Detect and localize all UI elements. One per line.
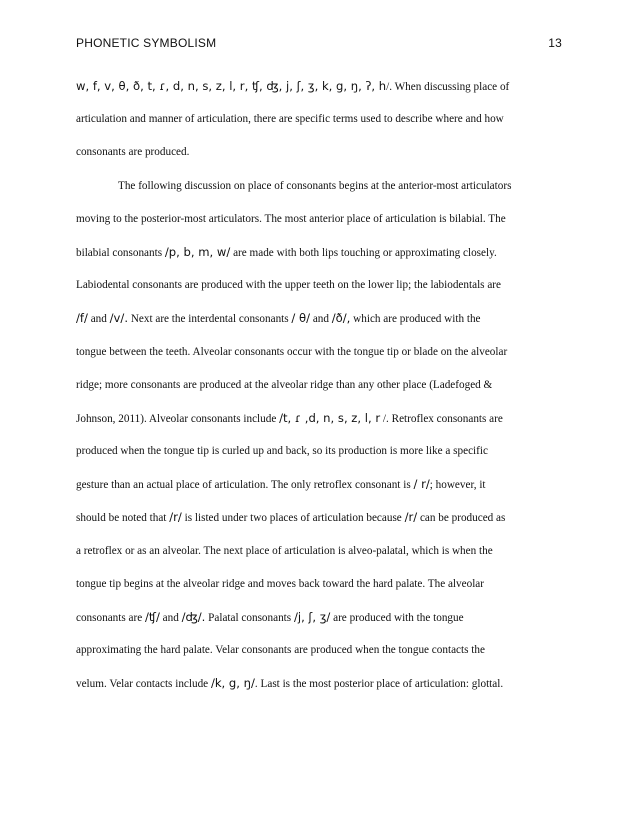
- text-line: [76, 474, 568, 507]
- text-line: [76, 574, 568, 607]
- page-header: [76, 36, 562, 52]
- text-line: [76, 76, 568, 109]
- body-text: [76, 76, 568, 707]
- text-line: [76, 342, 568, 375]
- text-segment: The following discussion on place of consonants begins at the anterior-most articulators: [118, 179, 512, 192]
- text-segment: Labiodental consonants are produced with the upper teeth on the lower lip; the labiodentals are: [76, 279, 501, 292]
- text-line: [76, 308, 568, 341]
- text-segment: and: [159, 612, 182, 624]
- ipa-symbols: /ʤ/.: [181, 610, 206, 624]
- ipa-symbols: /v/.: [109, 311, 129, 326]
- text-segment: Palatal consonants: [205, 612, 294, 624]
- text-segment: are made with both lips touching or approximating closely.: [230, 246, 497, 259]
- ipa-symbols: / r/: [413, 477, 430, 492]
- text-segment: moving to the posterior-most articulators. The most anterior place of articulation is bilabial. The: [76, 212, 506, 225]
- text-segment: Next are the interdental consonants: [128, 313, 292, 326]
- text-line: [76, 275, 568, 308]
- text-segment: which are produced with the: [350, 313, 481, 326]
- ipa-symbols: /ʧ/: [144, 610, 160, 624]
- page-number: 13: [548, 36, 562, 50]
- ipa-symbols: /r/: [169, 510, 182, 525]
- text-segment: /. Retroflex consonants are: [380, 412, 503, 425]
- ipa-symbols: w, f, v, θ, ð, t, ɾ, d, n, s, z, l, r, ʧ, ʤ, j, ʃ, ʒ, k, g, ŋ, ʔ, h: [76, 79, 387, 93]
- text-segment: ; however, it: [429, 479, 486, 492]
- text-line: [76, 507, 568, 540]
- text-line: [76, 142, 568, 175]
- text-segment: gesture than an actual place of articulation. The only retroflex consonant is: [76, 479, 414, 492]
- text-line: [76, 408, 568, 441]
- text-segment: consonants are: [76, 612, 145, 624]
- text-segment: should be noted that: [76, 512, 170, 525]
- text-segment: produced when the tongue tip is curled up and back, so its production is more like a specific: [76, 445, 488, 458]
- text-segment: tongue tip begins at the alveolar ridge and moves back toward the hard palate. The alveolar: [76, 577, 484, 590]
- text-line: [76, 209, 568, 242]
- text-segment: ridge; more consonants are produced at the alveolar ridge than any other place (Ladefoged &: [76, 378, 493, 391]
- text-segment: /. When discussing place of: [386, 81, 510, 93]
- ipa-symbols: /f/: [76, 311, 88, 326]
- text-segment: bilabial consonants: [76, 246, 165, 259]
- text-line: [76, 242, 568, 275]
- text-segment: a retroflex or as an alveolar. The next place of articulation is alveo-palatal, which is when the: [76, 544, 493, 557]
- text-segment: and: [87, 313, 110, 326]
- text-segment: consonants are produced.: [76, 146, 190, 159]
- ipa-symbols: /j, ʃ, ʒ/: [293, 610, 331, 624]
- text-segment: . Last is the most posterior place of articulation: glottal.: [254, 678, 504, 691]
- ipa-symbols: /r/: [404, 510, 418, 525]
- ipa-symbols: /k, g, ŋ/: [210, 676, 255, 691]
- running-head: PHONETIC SYMBOLISM: [76, 36, 217, 50]
- text-segment: articulation and manner of articulation, there are specific terms used to describe where and how: [76, 113, 504, 126]
- ipa-symbols: /t, ɾ ,d, n, s, z, l, r: [279, 410, 381, 425]
- text-segment: are produced with the tongue: [330, 612, 464, 624]
- text-line: [76, 640, 568, 673]
- text-line: [76, 673, 568, 706]
- text-line: [76, 441, 568, 474]
- text-line: [76, 375, 568, 408]
- text-segment: velum. Velar contacts include: [76, 678, 211, 691]
- text-segment: Johnson, 2011). Alveolar consonants include: [76, 412, 280, 425]
- text-line: [76, 176, 568, 209]
- text-segment: can be produced as: [417, 512, 506, 525]
- text-line: [76, 607, 568, 640]
- ipa-symbols: /p, b, m, w/: [164, 244, 231, 259]
- text-line: [76, 541, 568, 574]
- text-segment: is listed under two places of articulation because: [181, 512, 405, 525]
- text-segment: tongue between the teeth. Alveolar consonants occur with the tongue tip or blade on the alveolar: [76, 345, 508, 358]
- text-line: [76, 109, 568, 142]
- ipa-symbols: /ð/,: [331, 311, 351, 326]
- ipa-symbols: / θ/: [291, 311, 311, 326]
- text-segment: and: [310, 313, 332, 326]
- text-segment: approximating the hard palate. Velar consonants are produced when the tongue contacts the: [76, 644, 485, 657]
